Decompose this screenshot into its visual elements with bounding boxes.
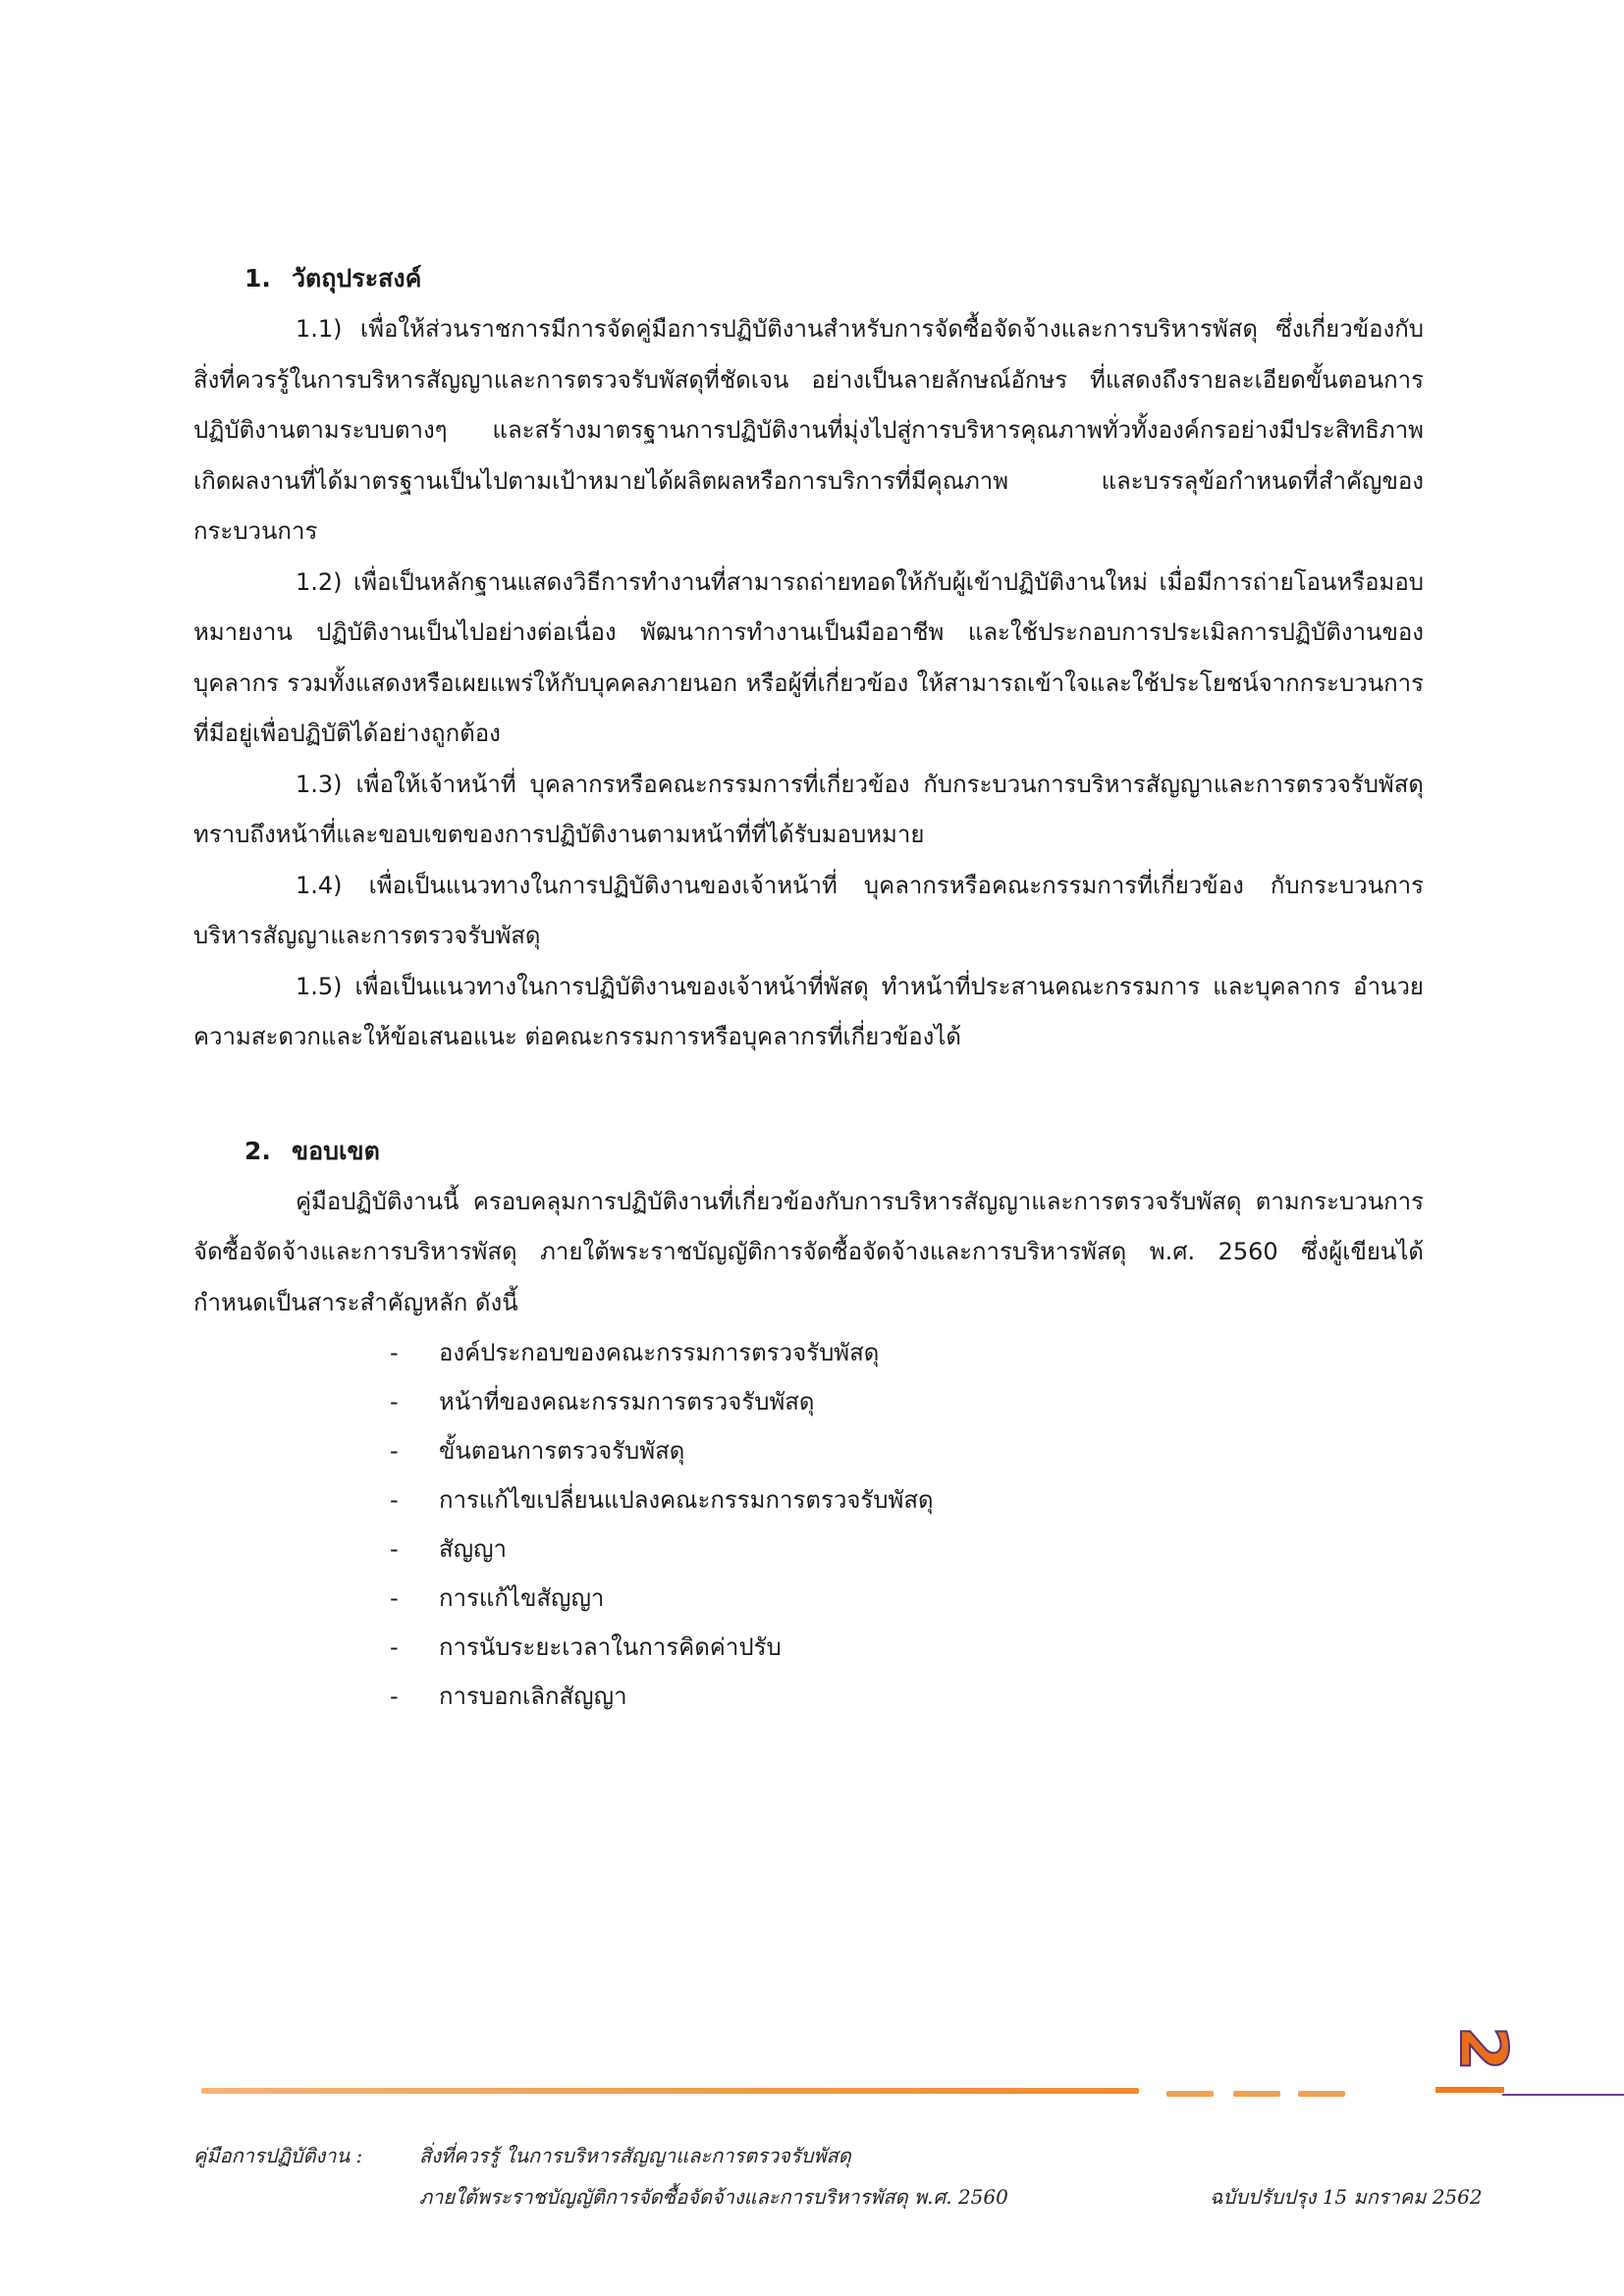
list-item [390,1475,1424,1524]
list-item-text: องค์ประกอบของคณะกรรมการตรวจรับพัสดุ [439,1339,880,1366]
list-item-text: การแก้ไขเปลี่ยนแปลงคณะกรรมการตรวจรับพัสดุ [439,1486,934,1514]
paragraph-1-1: 1.1) เพื่อให้ส่วนราชการมีการจัดคู่มือการปฏิบัติงานสำหรับการจัดซื้อจัดจ้างและการบริหารพัสดุ ซึ่งเกี่ยวข้องกับสิ่งที่ควรรู้ในการบริหารสัญญาและการตรวจรับพัสดุที่ชัดเจน อย่างเป็นลายลักษณ์อักษร ที่แสดงถึงรายละเอียดขั้นตอนการปฏิบัติงานตามระบบตางๆ และสร้างมาตรฐานการปฏิบัติงานที่มุ่งไปสู่การบริหารคุณภาพทั่วทั้งองค์กรอย่างมีประสิทธิภาพ เกิดผลงานที่ได้มาตรฐานเป็นไปตามเป้าหมายได้ผลิตผลหรือการบริการที่มีคุณภาพ และบรรลุข้อกำหนดที่สำคัญของกระบวนการ [193,315,1424,545]
section-number: 1. [244,264,271,293]
footer-dash [1233,2091,1280,2097]
list-item-text: การนับระยะเวลาในการคิดค่าปรับ [439,1633,782,1661]
bullet-dash: - [390,1682,399,1710]
footer-rule [201,2088,1139,2094]
footer-accent-purple [1502,2094,1624,2096]
footer-edition: ฉบับปรับปรุง 15 มกราคม 2562 [1210,2185,1483,2209]
list-item-text: การแก้ไขสัญญา [439,1584,605,1612]
list-item [390,1524,1424,1574]
bullet-dash: - [390,1633,399,1661]
footer-dash [1166,2091,1214,2097]
paragraph-1-3: 1.3) เพื่อให้เจ้าหน้าที่ บุคลากรหรือคณะกรรมการที่เกี่ยวข้อง กับกระบวนการบริหารสัญญาและการตรวจรับพัสดุ ทราบถึงหน้าที่และขอบเขตของการปฏิบัติงานตามหน้าที่ที่ได้รับมอบหมาย [193,770,1424,848]
section-heading-objectives [193,253,1424,304]
bullet-dash: - [390,1486,399,1514]
list-item [390,1426,1424,1475]
list-item-text: หน้าที่ของคณะกรรมการตรวจรับพัสดุ [439,1388,815,1415]
paragraph-scope: คู่มือปฏิบัติงานนี้ ครอบคลุมการปฏิบัติงานที่เกี่ยวข้องกับการบริหารสัญญาและการตรวจรับพัสดุ ตามกระบวนการจัดซื้อจัดจ้างและการบริหารพัสดุ ภายใต้พระราชบัญญัติการจัดซื้อจัดจ้างและการบริหารพัสดุ พ.ศ. 2560 ซึ่งผู้เขียนได้กำหนดเป็นสาระสำคัญหลัก ดังนี้ [193,1187,1424,1316]
footer-dash [1298,2091,1345,2097]
list-item-text: สัญญา [439,1535,508,1563]
scope-list [193,1328,1424,1721]
bullet-dash: - [390,1339,399,1366]
section-title: วัตถุประสงค์ [292,264,422,293]
section-gap [193,1063,1424,1126]
list-item-text: ขั้นตอนการตรวจรับพัสดุ [439,1437,685,1465]
paragraph-1-4: 1.4) เพื่อเป็นแนวทางในการปฏิบัติงานของเจ้าหน้าที่ บุคลากรหรือคณะกรรมการที่เกี่ยวข้อง กับกระบวนการบริหารสัญญาและการตรวจรับพัสดุ [193,871,1424,949]
bullet-dash: - [390,1535,399,1563]
list-item [390,1623,1424,1672]
list-item-text: การบอกเลิกสัญญา [439,1682,627,1710]
bullet-dash: - [390,1437,399,1465]
section-title: ขอบเขต [292,1136,380,1165]
paragraph-1-5: 1.5) เพื่อเป็นแนวทางในการปฏิบัติงานของเจ้าหน้าที่พัสดุ ทำหน้าที่ประสานคณะกรรมการ และบุคลากร อำนวยความสะดวกและให้ข้อเสนอแนะ ต่อคณะกรรมการหรือบุคลากรที่เกี่ยวข้องได้ [193,972,1424,1050]
page-content [193,253,1424,1721]
bullet-dash: - [390,1388,399,1415]
footer-label: คู่มือการปฏิบัติงาน : [193,2144,363,2167]
list-item [390,1672,1424,1721]
footer-accent-orange [1435,2087,1504,2093]
list-item [390,1377,1424,1426]
section-number: 2. [244,1136,271,1165]
list-item [390,1574,1424,1623]
bullet-dash: - [390,1584,399,1612]
list-item [390,1328,1424,1377]
page-number: 2 [1445,2026,1521,2071]
footer-title-line2: ภายใต้พระราชบัญญัติการจัดซื้อจัดจ้างและการบริหารพัสดุ พ.ศ. 2560 [419,2185,1008,2209]
footer-title-line1: สิ่งที่ควรรู้ ในการบริหารสัญญาและการตรวจรับพัสดุ [419,2144,851,2167]
section-heading-scope [193,1126,1424,1177]
paragraph-1-2: 1.2) เพื่อเป็นหลักฐานแสดงวิธีการทำงานที่สามารถถ่ายทอดให้กับผู้เข้าปฏิบัติงานใหม่ เมื่อมีการถ่ายโอนหรือมอบหมายงาน ปฏิบัติงานเป็นไปอย่างต่อเนื่อง พัฒนาการทำงานเป็นมืออาชีพ และใช้ประกอบการประเมิลการปฏิบัติงานของบุคลากร รวมทั้งแสดงหรือเผยแพร่ให้กับบุคคลภายนอก หรือผู้ที่เกี่ยวข้อง ให้สามารถเข้าใจและใช้ประโยชน์จากกระบวนการที่มีอยู่เพื่อปฏิบัติได้อย่างถูกต้อง [193,567,1424,747]
